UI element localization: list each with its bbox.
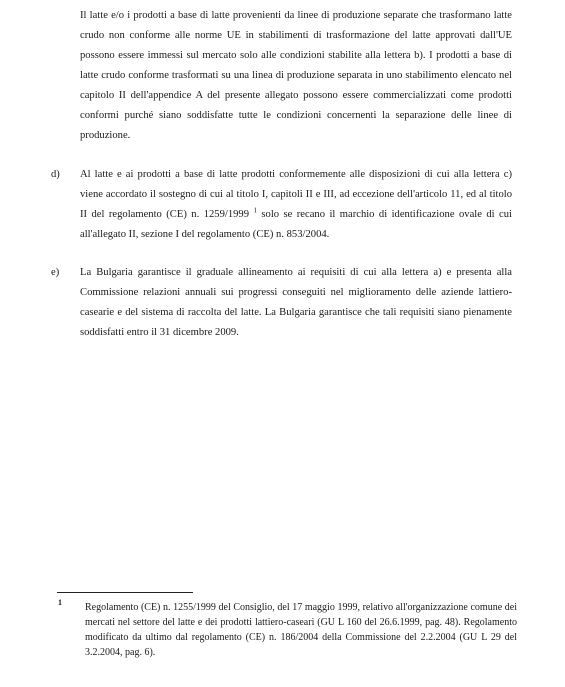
item-d-paragraph <box>80 165 512 245</box>
footnote-number: 1 <box>58 598 62 607</box>
footnote-separator <box>57 592 193 593</box>
item-d-text-before: Al latte e ai prodotti a base di latte prodotti conformemente alle disposizioni di cui alla lettera c) viene accordato il sostegno di cui al titolo I, capitoli II e III, ad eccezione dell'articolo 11, ed al titolo II del regolamento (CE) n. 1259/1999 <box>80 169 512 220</box>
paragraph-1: Il latte e/o i prodotti a base di latte provenienti da linee di produzione separate che trasformano latte crudo non conforme alle norme UE in stabilimenti di trasformazione del latte approvati dall'UE possono essere immessi sul mercato solo alle condizioni stabilite alla lettera b). I prodotti a base di latte crudo conforme trasformati su una linea di produzione separata in uno stabilimento elencato nel capitolo II dell'appendice A del presente allegato possono essere commercializzati come prodotti conformi purché siano soddisfatte tutte le condizioni concernenti la separazione delle linee di produzione. <box>80 10 512 141</box>
footnote-text: Regolamento (CE) n. 1255/1999 del Consiglio, del 17 maggio 1999, relativo all'organizzazione comune dei mercati nel settore del latte e dei prodotti lattiero-caseari (GU L 160 del 26.6.1999, pag. 48). Regolamento modificato da ultimo dal regolamento (CE) n. 186/2004 della Commissione del 2.2.2004 (GU L 29 del 3.2.2004, pag. 6). <box>85 602 517 658</box>
item-e-paragraph: La Bulgaria garantisce il graduale allineamento ai requisiti di cui alla lettera a) e presenta alla Commissione relazioni annuali sui progressi conseguiti nel miglioramento delle aziende lattiero-casearie e del sistema di raccolta del latte. La Bulgaria garantisce che tali requisiti siano pienamente soddisfatti entro il 31 dicembre 2009. <box>80 267 512 338</box>
item-e-letter: e) <box>51 267 60 278</box>
item-d-letter: d) <box>51 169 60 180</box>
footnote-reference[interactable]: 1 <box>253 206 257 215</box>
item-d-text-after: solo se recano il marchio di identificazione ovale di cui all'allegato II, sezione I del regolamento (CE) n. 853/2004. <box>80 209 512 240</box>
